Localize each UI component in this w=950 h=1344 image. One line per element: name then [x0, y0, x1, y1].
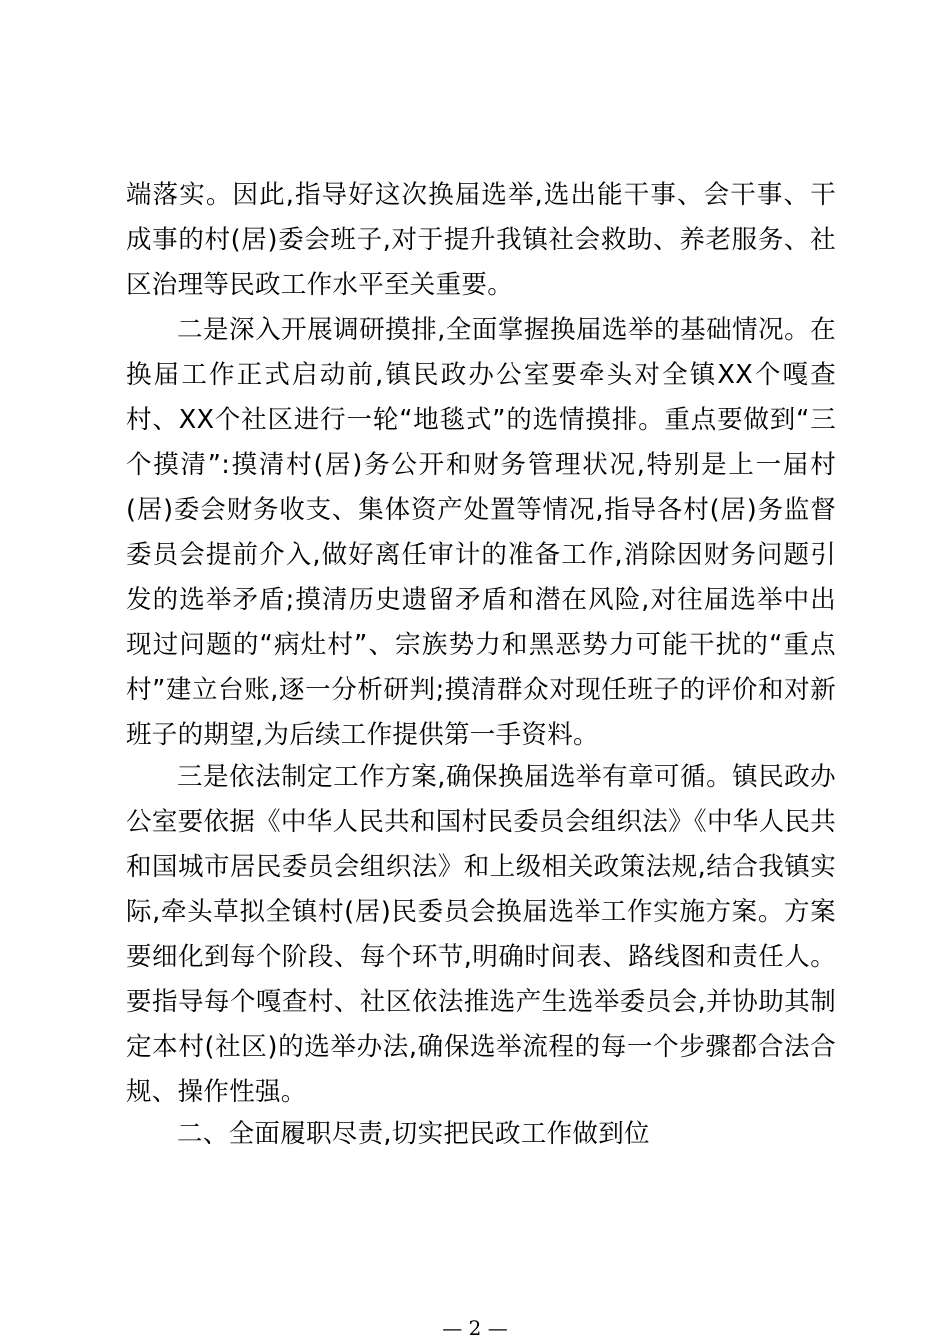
paragraph-work-plan: 三是依法制定工作方案,确保换届选举有章可循。镇民政办公室要依据《中华人民共和国村民委员会组织法》《中华人民共和国城市居民委员会组织法》和上级相关政策法规,结合我镇实际,牵头草拟全镇村(居)民委员会换届选举工作实施方案。方案要细化到每个阶段、每个环节,明确时间表、路线图和责任人。要指导每个嘎查村、社区依法推选产生选举委员会,并协助其制定本村(社区)的选举办法,确保选举流程的每一个步骤都合法合规、操作性强。 — [126, 762, 836, 1107]
paragraph-survey: 二是深入开展调研摸排,全面掌握换届选举的基础情况。在换届工作正式启动前,镇民政办公室要牵头对全镇XX个嘎查村、XX个社区进行一轮“地毯式”的选情摸排。重点要做到“三个摸清”:摸清村(居)务公开和财务管理状况,特别是上一届村(居)委会财务收支、集体资产处置等情况,指导各村(居)务监督委员会提前介入,做好离任审计的准备工作,消除因财务问题引发的选举矛盾;摸清历史遗留矛盾和潜在风险,对往届选举中出现过问题的“病灶村”、宗族势力和黑恶势力可能干扰的“重点村”建立台账,逐一分析研判;摸清群众对现任班子的评价和对新班子的期望,为后续工作提供第一手资料。 — [126, 315, 836, 750]
page-number: — 2 — — [442, 1316, 508, 1340]
section-heading: 二、全面履职尽责,切实把民政工作做到位 — [177, 1119, 650, 1149]
paragraph-continuation: 端落实。因此,指导好这次换届选举,选出能干事、会干事、干成事的村(居)委会班子,对于提升我镇社会救助、养老服务、社区治理等民政工作水平至关重要。 — [126, 180, 836, 300]
